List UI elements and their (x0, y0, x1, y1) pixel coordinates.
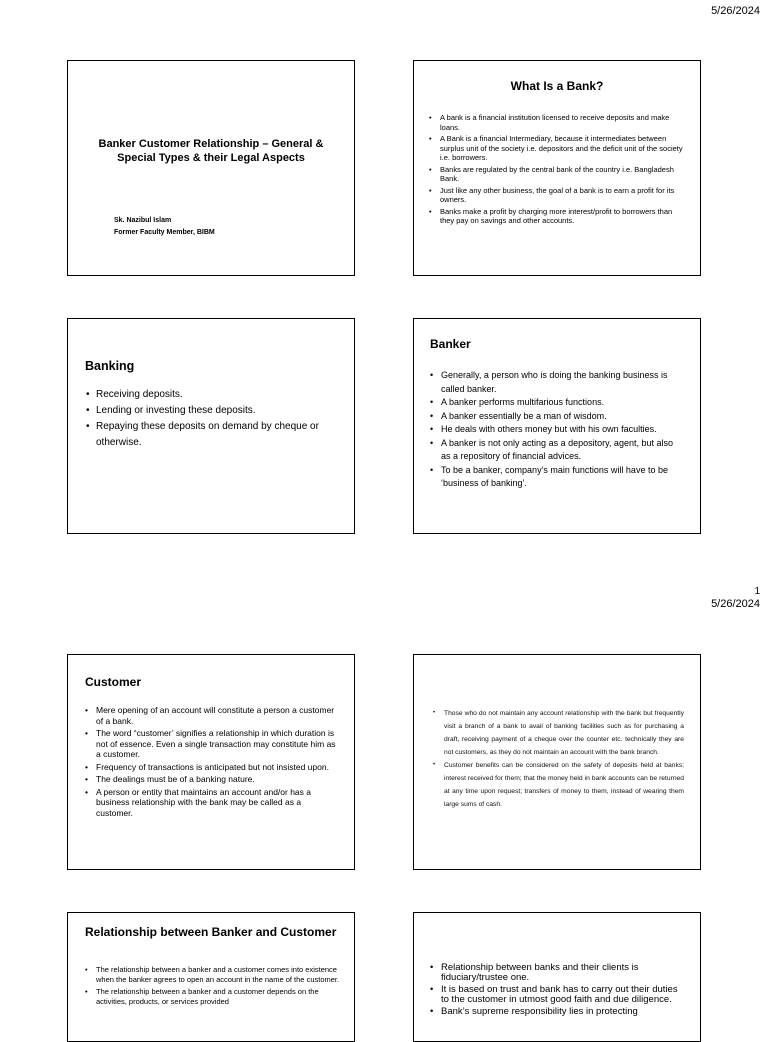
author-role: Former Faculty Member, BIBM (114, 229, 215, 236)
bullet-item: • Customer benefits can be considered on the safety of deposits held at banks; interest received for them; that the money held in bank accounts can be returned at any time upon request; transfers of money to them, instead of wearing them large sums of cash. (433, 759, 684, 811)
bullet-item: • Mere opening of an account will constitute a person a customer of a bank. (85, 705, 340, 726)
bullet-item: • A person or entity that maintains an account and/or has a business relationship with the bank may be called as a customer. (85, 787, 340, 819)
slide-title: Banking (85, 359, 135, 373)
bullet-item: • He deals with others money but with his own faculties. (430, 423, 682, 437)
bullet-list (433, 707, 684, 811)
bullet-item: • Relationship between banks and their clients is fiduciary/trustee one. (430, 963, 684, 983)
presentation-title: Banker Customer Relationship – General & Special Types & their Legal Aspects (98, 138, 324, 164)
slide-title: Banker (430, 337, 471, 351)
bullet-item: • A Bank is a financial Intermediary, because it intermediates between surplus unit of the society i.e. depositors and the deficit unit of the society i.e. borrowers. (429, 134, 686, 163)
bullet-list (429, 113, 686, 228)
slide-title: Customer (85, 675, 142, 689)
slide-title: What Is a Bank? (510, 79, 604, 93)
page-date: 5/26/2024 (711, 598, 760, 610)
author-block (114, 215, 215, 239)
bullet-item: • Banks are regulated by the central bank of the country i.e. Bangladesh Bank. (429, 165, 686, 184)
slide-title: Relationship between Banker and Customer (85, 925, 337, 939)
author-name: Sk. Nazibul Islam (114, 217, 172, 224)
bullet-item: • Lending or investing these deposits. (86, 403, 324, 419)
bullet-item: • Repaying these deposits on demand by cheque or otherwise. (86, 419, 324, 451)
bullet-list (430, 963, 684, 1019)
slide-customer (67, 654, 355, 870)
bullet-item: • The relationship between a banker and a customer depends on the activities, products, or services provided (85, 987, 340, 1007)
bullet-item: • Banks make a profit by charging more interest/profit to borrowers than they pay on savings and other accounts. (429, 207, 686, 226)
bullet-list (86, 387, 324, 451)
bullet-item: • The word “customer’ signifies a relationship in which duration is not of essence. Even a single transaction may constitute him as a customer. (85, 728, 340, 760)
slide-relationship (67, 912, 355, 1042)
bullet-list (430, 369, 682, 491)
bullet-item: • A banker performs multifarious functions. (430, 396, 682, 410)
bullet-list (85, 705, 340, 820)
slide-banker (413, 318, 701, 534)
bullet-item: • To be a banker, company’s main functions will have to be ‘business of banking’. (430, 464, 682, 491)
bullet-list (85, 965, 340, 1009)
bullet-item: • A bank is a financial institution licensed to receive deposits and make loans. (429, 113, 686, 132)
slide-title (67, 60, 355, 276)
bullet-item: • Generally, a person who is doing the banking business is called banker. (430, 369, 682, 396)
bullet-item: • A banker is not only acting as a depository, agent, but also as a repository of financial advices. (430, 437, 682, 464)
bullet-item: • A banker essentially be a man of wisdom. (430, 410, 682, 424)
slide-fiduciary (413, 912, 701, 1042)
bullet-item: • Frequency of transactions is anticipated but not insisted upon. (85, 762, 340, 773)
bullet-item: • The relationship between a banker and a customer comes into existence when the banker agrees to open an account in the name of the customer. (85, 965, 340, 985)
slide-what-is-bank (413, 60, 701, 276)
slide-non-customer (413, 654, 701, 870)
bullet-item: • Just like any other business, the goal of a bank is to earn a profit for its owners. (429, 186, 686, 205)
bullet-item: • The dealings must be of a banking nature. (85, 774, 340, 785)
slide-banking (67, 318, 355, 534)
bullet-item: • It is based on trust and bank has to carry out their duties to the customer in utmost good faith and due diligence. (430, 985, 684, 1005)
page-date: 5/26/2024 (711, 5, 760, 17)
bullet-item: • Those who do not maintain any account relationship with the bank but frequently visit a branch of a bank to avail of banking facilities such as for purchasing a draft, receiving payment of a cheque over the counter etc. technically they are not customers, as they do not maintain an account with the bank branch. (433, 707, 684, 759)
bullet-item: • Bank’s supreme responsibility lies in protecting (430, 1007, 684, 1017)
bullet-item: • Receiving deposits. (86, 387, 324, 403)
page-number: 1 (754, 586, 760, 597)
